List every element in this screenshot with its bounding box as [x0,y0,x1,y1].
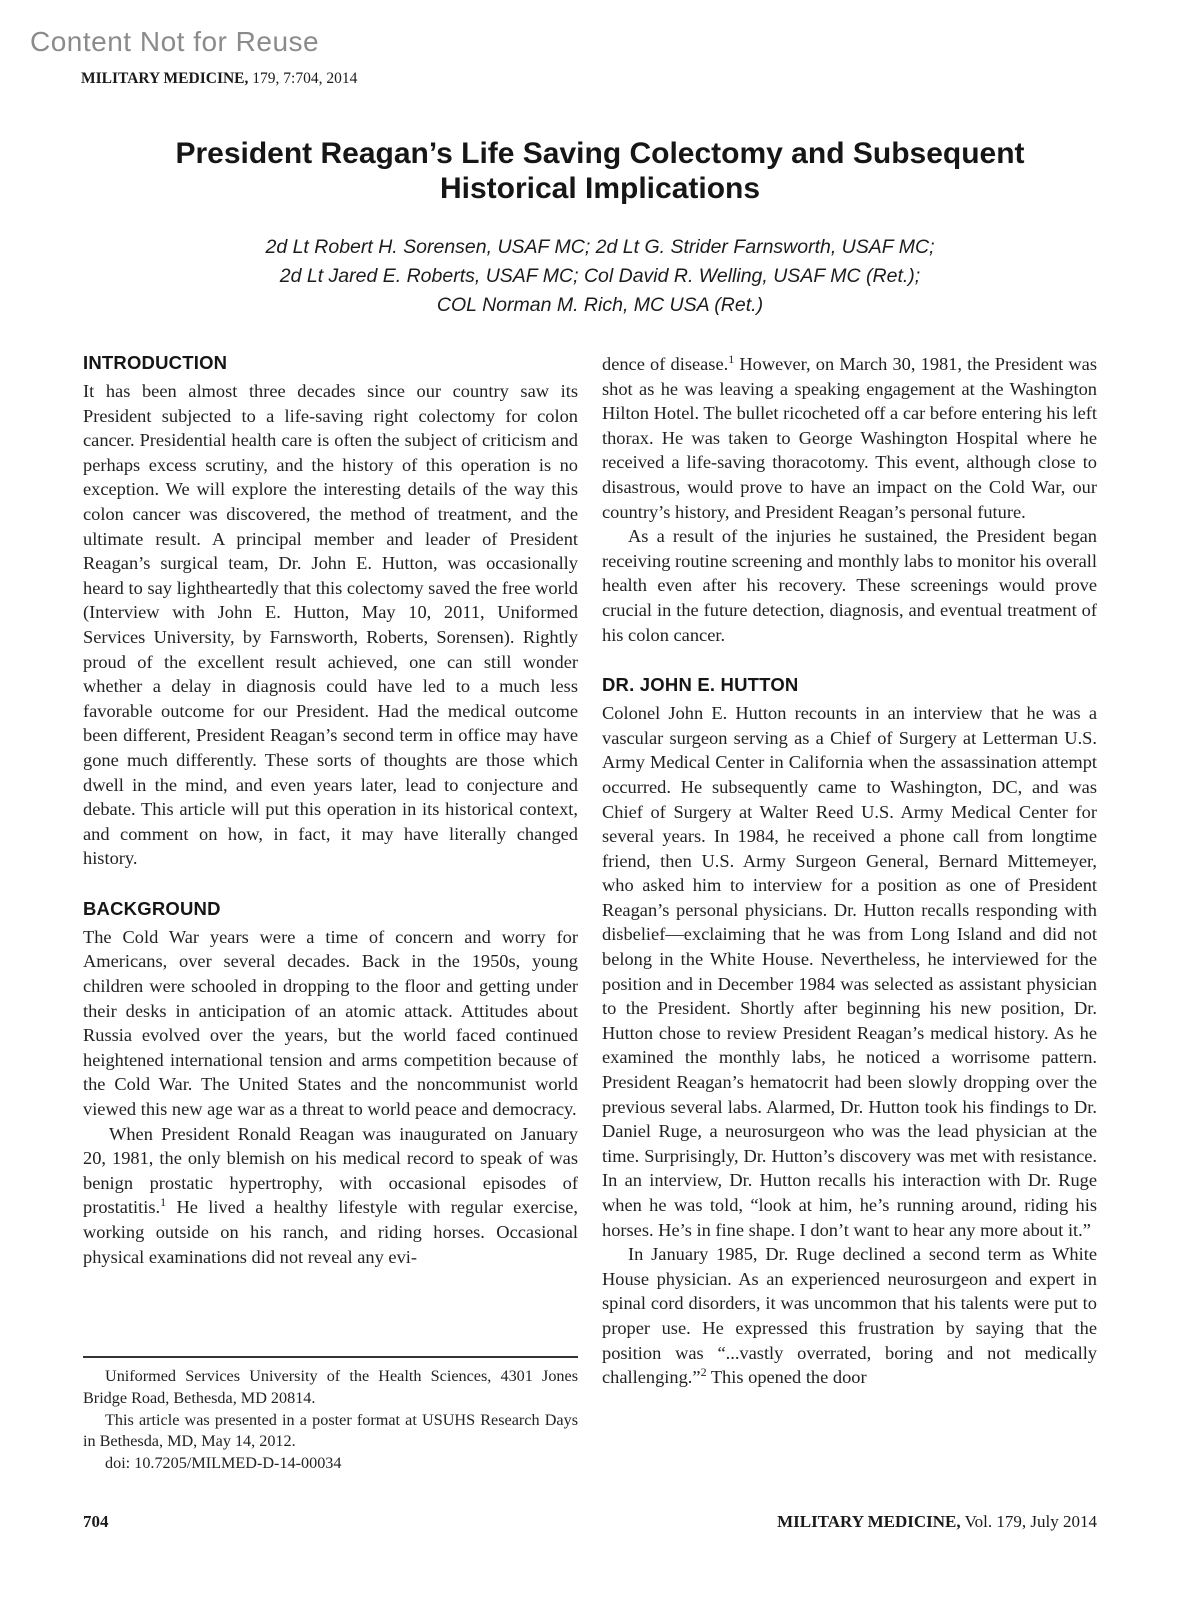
watermark-text: Content Not for Reuse [30,26,320,57]
journal-citation: 179, 7:704, 2014 [248,70,358,87]
continued-paragraph-text-b: However, on March 30, 1981, the President was shot as he was leaving a speaking engagement at the Washington Hilton Hotel. The bullet ricocheted off a car before entering his left thorax. He was taken to George Washington Hospital where he received a life-saving thoracotomy. This event, although close to disastrous, would prove to have an impact on the Cold War, our country’s history, and President Reagan’s personal future. [602,354,1097,522]
hutton-paragraph-2 [602,1242,1097,1390]
hutton-paragraph-1: Colonel John E. Hutton recounts in an interview that he was a vascular surgeon serving as a Chief of Surgery at Letterman U.S. Army Medical Center in California when the assassination attempt occurred. He subsequently came to Washington, DC, and was Chief of Surgery at Walter Reed U.S. Army Medical Center for several years. In 1984, he received a phone call from longtime friend, then U.S. Army Surgeon General, Bernard Mittemeyer, who asked him to interview for a position as one of President Reagan’s personal physicians. Dr. Hutton recalls responding with disbelief—exclaiming that he was from Long Island and did not belong in the White House. Nevertheless, he interviewed for the position and in December 1984 was selected as assistant physician to the President. Shortly after beginning his new position, Dr. Hutton chose to review President Reagan’s medical history. As he examined the monthly labs, he noticed a worrisome pattern. President Reagan’s hematocrit had been slowly dropping over the previous several labs. Alarmed, Dr. Hutton took his findings to Dr. Daniel Ruge, a neurosurgeon who was the lead physician at the time. Surprisingly, Dr. Hutton’s discovery was met with resistance. In an interview, Dr. Hutton recalls his interaction with Dr. Ruge when he was told, “look at him, he’s running around, riding his horses. He’s in fine shape. I don’t want to hear any more about it.” [602,703,1097,1240]
journal-citation-header [81,70,357,88]
hutton-paragraph-2-text-b: This opened the door [706,1367,867,1388]
background-paragraph-2-text-a: When President Ronald Reagan was inaugurated on January 20, 1981, the only blemish on his medical record to speak of was benign prostatic hypertrophy, with occasional episodes of prostatitis. [83,1123,578,1218]
footnote-block [83,1356,578,1475]
hutton-paragraph-2-text-a: In January 1985, Dr. Ruge declined a second term as White House physician. As an experienced neurosurgeon and expert in spinal cord disorders, it was uncommon that his talents were put to proper use. He expressed this frustration by saying that the position was “...vastly overrated, boring and not medically challenging.” [602,1244,1097,1388]
continued-paragraph [602,352,1097,524]
reference-1-superscript-right: 1 [728,351,735,366]
background-paragraph-2 [83,1122,578,1270]
title-line-2: Historical Implications [439,172,761,205]
footnote-presentation: This article was presented in a poster format at USUHS Research Days in Bethesda, MD, May 14, 2012. [83,1410,578,1451]
title-line-1: President Reagan’s Life Saving Colectomy and Subsequent [175,137,1025,170]
reference-2-superscript: 2 [700,1365,707,1380]
authors-line-3: COL Norman M. Rich, MC USA (Ret.) [436,294,764,316]
footer-journal-citation [777,1512,1097,1532]
footer-journal-name: MILITARY MEDICINE, [777,1512,961,1531]
footer-citation: Vol. 179, July 2014 [960,1512,1097,1531]
journal-name: MILITARY MEDICINE, [81,70,249,87]
continued-paragraph-text-a: dence of disease. [602,354,729,374]
doi-line: doi: 10.7205/MILMED-D-14-00034 [105,1454,342,1473]
author-list [0,233,1200,320]
footnote-affiliation: Uniformed Services University of the Health Sciences, 4301 Jones Bridge Road, Bethesda, MD 20814. [83,1367,578,1407]
authors-line-1: 2d Lt Robert H. Sorensen, USAF MC; 2d Lt G. Strider Farnsworth, USAF MC; [265,236,935,258]
left-column [83,352,578,1269]
right-column [602,352,1097,1390]
section-heading-background: BACKGROUND [83,897,221,919]
section-heading-introduction: INTRODUCTION [83,352,228,373]
screening-paragraph: As a result of the injuries he sustained, the President began receiving routine screening and monthly labs to monitor his overall health even after his recovery. These screenings would prove crucial in the future detection, diagnosis, and eventual treatment of his colon cancer. [602,526,1097,645]
reference-1-superscript: 1 [160,1195,167,1210]
background-paragraph-2-text-b: He lived a healthy lifestyle with regular exercise, working outside on his ranch, and riding horses. Occasional physical examinations did not reveal any evi- [83,1197,578,1267]
introduction-paragraph: It has been almost three decades since our country saw its President subjected to a life-saving right colectomy for colon cancer. Presidential health care is often the subject of criticism and perhaps excess scrutiny, and the history of this operation is no exception. We will explore the interesting details of the way this colon cancer was discovered, the method of treatment, and the ultimate result. A principal member and leader of President Reagan’s surgical team, Dr. John E. Hutton, was occasionally heard to say lightheartedly that this colectomy saved the free world (Interview with John E. Hutton, May 10, 2011, Uniformed Services University, by Farnsworth, Roberts, Sorensen). Rightly proud of the excellent result achieved, one can still wonder whether a delay in diagnosis could have led to a much less favorable outcome for our President. Had the medical outcome been different, President Reagan’s second term in office may have gone much differently. These sorts of thoughts are those which dwell in the mind, and even years later, lead to conjecture and debate. This article will put this operation in its historical context, and comment on how, in fact, it may have literally changed history. [83,381,578,869]
article-title [0,136,1200,206]
section-heading-dr-hutton: DR. JOHN E. HUTTON [602,674,799,696]
background-paragraph-1: The Cold War years were a time of concern and worry for Americans, over several decades. Back in the 1950s, young children were schooled in dropping to the floor and getting under their desks in anticipation of an atomic attack. Attitudes about Russia evolved over the years, but the world faced continued heightened international tension and arms competition because of the Cold War. The United States and the noncommunist world viewed this new age war as a threat to world peace and democracy. [83,926,578,1120]
authors-line-2: 2d Lt Jared E. Roberts, USAF MC; Col David R. Welling, USAF MC (Ret.); [279,265,921,287]
page-number: 704 [83,1512,109,1531]
